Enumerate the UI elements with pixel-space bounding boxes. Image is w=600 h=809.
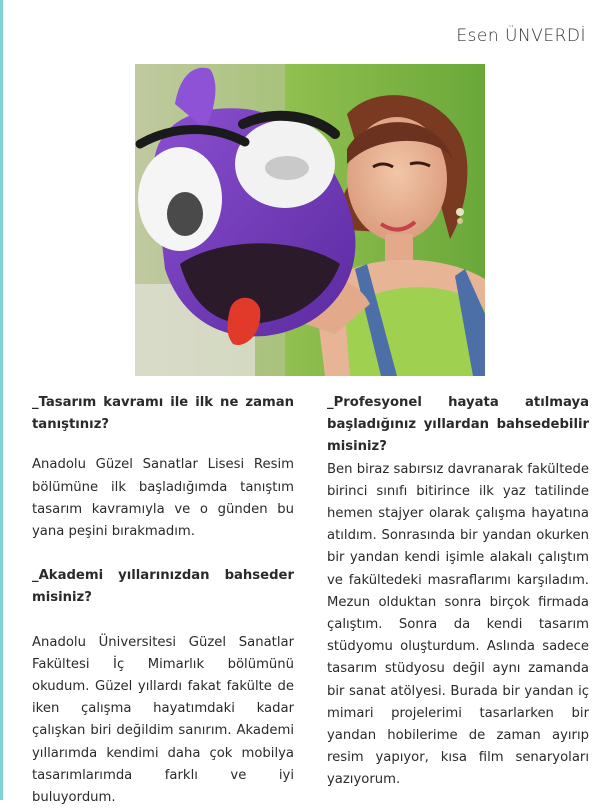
answer-paragraph: Ben biraz sabırsız davranarak fakültede birinci sınıfı bitirince ilk yaz tatilinde hemen stajyer olarak çalışma hayatına atıldım. Sonrasında bir yandan okurken bir yandan kendi işimle alakalı çalıştım ve fakültedeki masraflarımı karşıladım. Mezun olduktan sonra birçok firmada çalıştım. Sonra da kendi tasarım stüdyomu oluşturdum. Aslında sadece tasarım stüdyosu değil aynı zamanda bir sanat atölyesi. Burada bir yandan iç mimari projelerimi tasarlarken bir yandan hobilerime de zaman ayırıp resim yapıyor, kısa film senaryoları yazıyorum. bbox=[327, 461, 589, 788]
question-heading: _Akademi yıllarınızdan bahseder misiniz? bbox=[32, 568, 294, 606]
left-column bbox=[32, 392, 294, 809]
answer-paragraph: Anadolu Güzel Sanatlar Lisesi Resim bölümüne ilk başladığımda tanıştım tasarım kavramıyla ve o günden bu yana peşini bırakmadım. bbox=[32, 457, 294, 540]
answer-paragraph: Anadolu Üniversitesi Güzel Sanatlar Fakültesi İç Mimarlık bölümünü okudum. Güzel yıllardı fakat fakülte de iken çalışma hayatımdaki kadar çalışkan biri değildim sanırım. Akademi yıllarımda kendimi daha çok mobilya tasarımlarımda farklı ve iyi buluyordum. bbox=[32, 634, 294, 806]
question-heading: _Profesyonel hayata atılmaya başladığınız yıllardan bahsedebilir misiniz? bbox=[327, 395, 589, 455]
decorative-edge-bar bbox=[0, 0, 3, 800]
author-name: Esen ÜNVERDİ bbox=[456, 26, 586, 46]
interview-photo bbox=[135, 64, 485, 376]
right-column bbox=[327, 392, 589, 792]
question-heading: _Tasarım kavramı ile ilk ne zaman tanıştınız? bbox=[32, 395, 294, 433]
